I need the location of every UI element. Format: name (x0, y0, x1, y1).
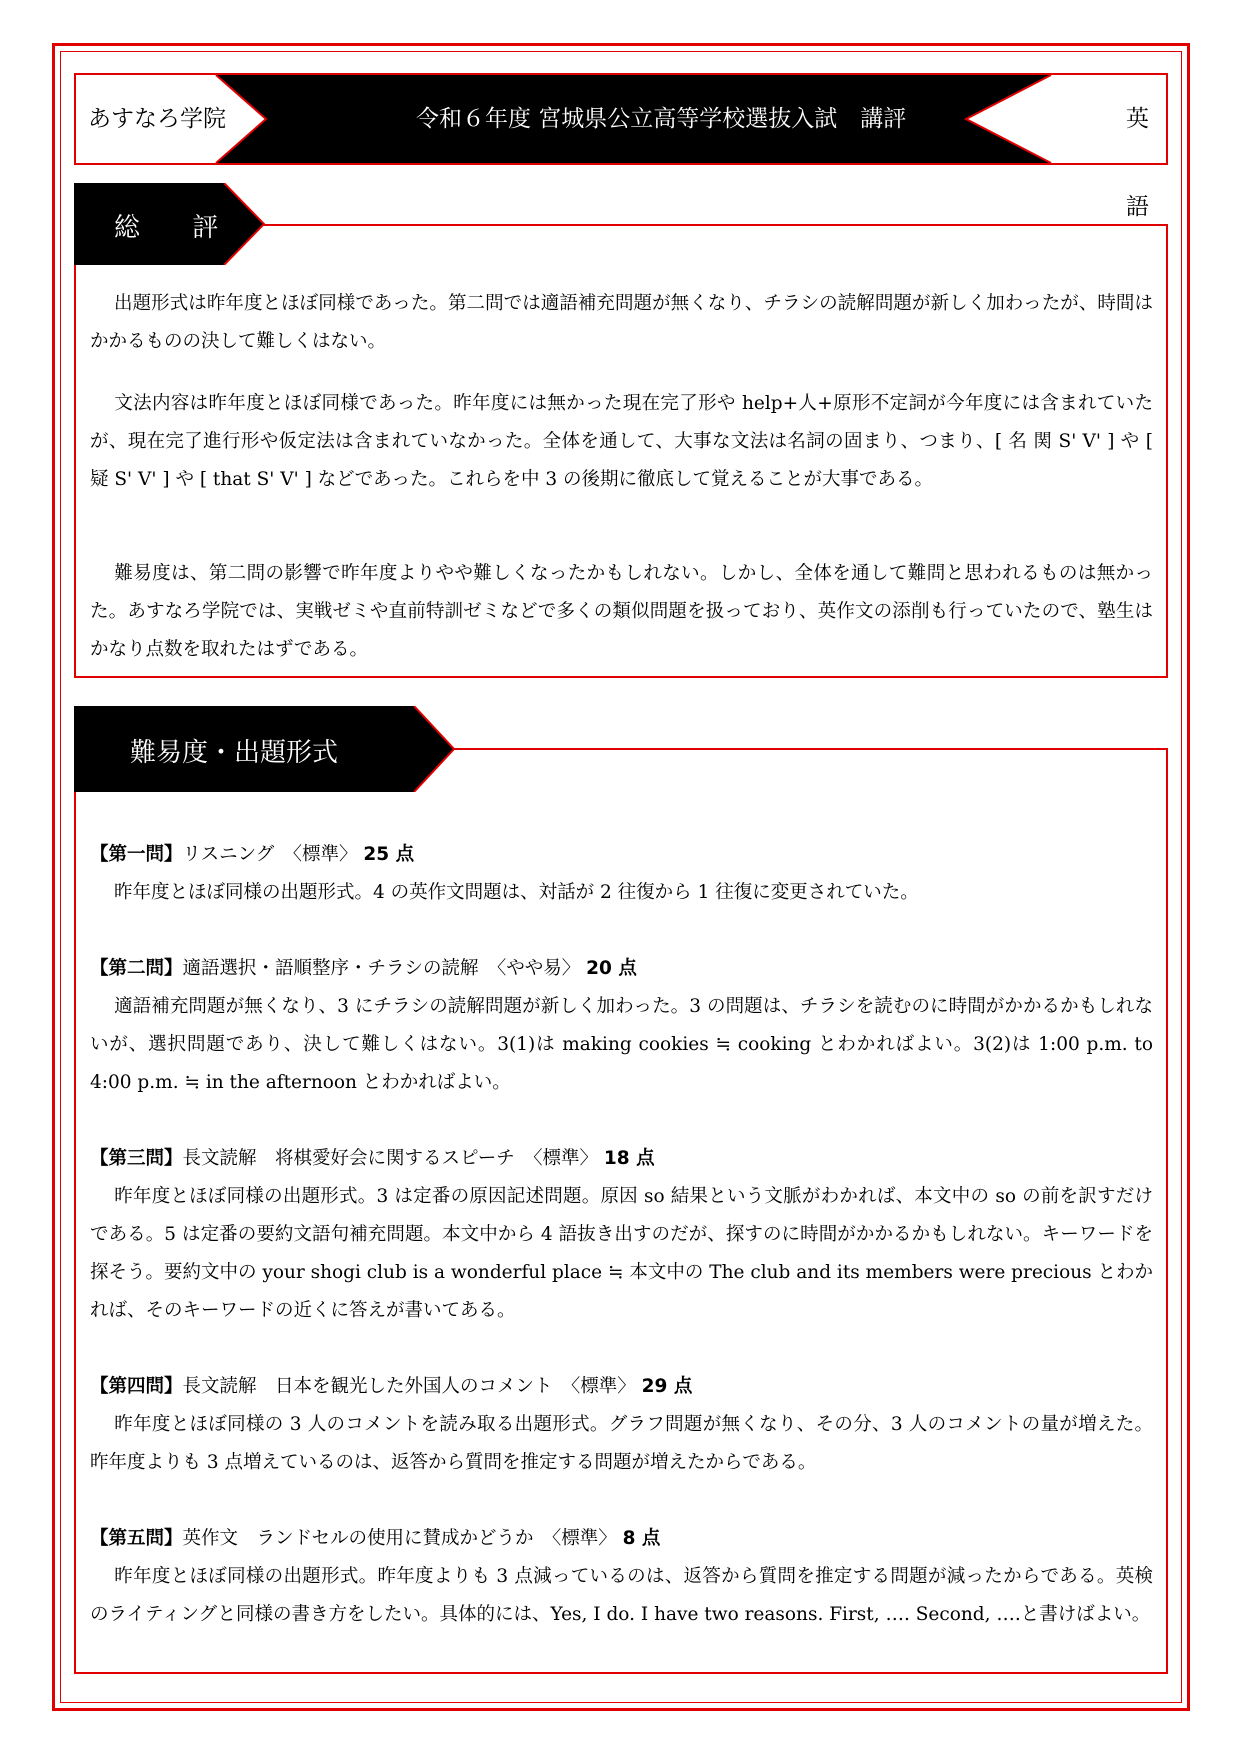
question-heading: 【第一問】リスニング 〈標準〉 25 点 (90, 844, 415, 865)
question-body: 昨年度とほぼ同様の出題形式。3 は定番の原因記述問題。原因 so 結果という文脈がわかれば、本文中の so の前を訳すだけである。5 は定番の要約文語句補充問題。本文中から 4 語抜き出すのだが、探すのに時間がかかるかもしれない。キーワードを探そう。要約文中の your shogi club is a wonderful place ≒ 本文中の The club and its members were precious とわかれば、そのキーワードの近くに答えが書いてある。 (90, 1186, 1153, 1321)
question-heading: 【第四問】長文読解 日本を観光した外国人のコメント 〈標準〉 29 点 (90, 1376, 693, 1397)
question-heading: 【第三問】長文読解 将棋愛好会に関するスピーチ 〈標準〉 18 点 (90, 1148, 655, 1169)
summary-paragraph: 出題形式は昨年度とほぼ同様であった。第二問では適語補充問題が無くなり、チラシの読解問題が新しく加わったが、時間はかかるものの決して難しくはない。 (90, 293, 1153, 352)
question-body: 昨年度とほぼ同様の出題形式。4 の英作文問題は、対話が 2 往復から 1 往復に変更されていた。 (114, 882, 919, 903)
question-heading: 【第五問】英作文 ランドセルの使用に賛成かどうか 〈標準〉 8 点 (90, 1528, 661, 1549)
question-body: 昨年度とほぼ同様の出題形式。昨年度よりも 3 点減っているのは、返答から質問を推定する問題が減ったからである。英検のライティングと同様の書き方をしたい。具体的には、Yes, I do. I have two reasons. First, …. Second, ….と書けばよい。 (90, 1566, 1153, 1625)
page-title: 令和６年度 宮城県公立高等学校選抜入試 講評 (416, 106, 907, 132)
summary-paragraph: 難易度は、第二問の影響で昨年度よりやや難しくなったかもしれない。しかし、全体を通して難問と思われるものは無かった。あすなろ学院では、実戦ゼミや直前特訓ゼミなどで多くの類似問題を扱っており、英作文の添削も行っていたので、塾生はかなり点数を取れたはずである。 (90, 563, 1153, 660)
summary-paragraph: 文法内容は昨年度とほぼ同様であった。昨年度には無かった現在完了形や help+人+原形不定詞が今年度には含まれていたが、現在完了進行形や仮定法は含まれていなかった。全体を通して、大事な文法は名詞の固まり、つまり、[ 名 関 S' V' ] や [ 疑 S' V' ] や [ that S' V' ] などであった。これらを中 3 の後期に徹底して覚えることが大事である。 (90, 393, 1153, 490)
school-name: あすなろ学院 (88, 106, 226, 132)
summary-tab (74, 183, 270, 265)
difficulty-heading: 難易度・出題形式 (130, 738, 339, 768)
summary-heading: 総 評 (114, 213, 241, 243)
title-bar (74, 73, 1168, 220)
question-heading: 【第二問】適語選択・語順整序・チラシの読解 〈やや易〉 20 点 (90, 958, 637, 979)
question-body: 昨年度とほぼ同様の 3 人のコメントを読み取る出題形式。グラフ問題が無くなり、その分、3 人のコメントの量が増えた。昨年度よりも 3 点増えているのは、返答から質問を推定する問題が増えたからである。 (90, 1414, 1153, 1473)
difficulty-tab (74, 706, 460, 792)
subject-label: 英語 (1126, 106, 1149, 220)
question-body: 適語補充問題が無くなり、3 にチラシの読解問題が新しく加わった。3 の問題は、チラシを読むのに時間がかかるかもしれないが、選択問題であり、決して難しくはない。3(1)は making cookies ≒ cooking とわかればよい。3(2)は 1:00 p.m. to 4:00 p.m. ≒ in the afternoon とわかればよい。 (90, 996, 1153, 1093)
